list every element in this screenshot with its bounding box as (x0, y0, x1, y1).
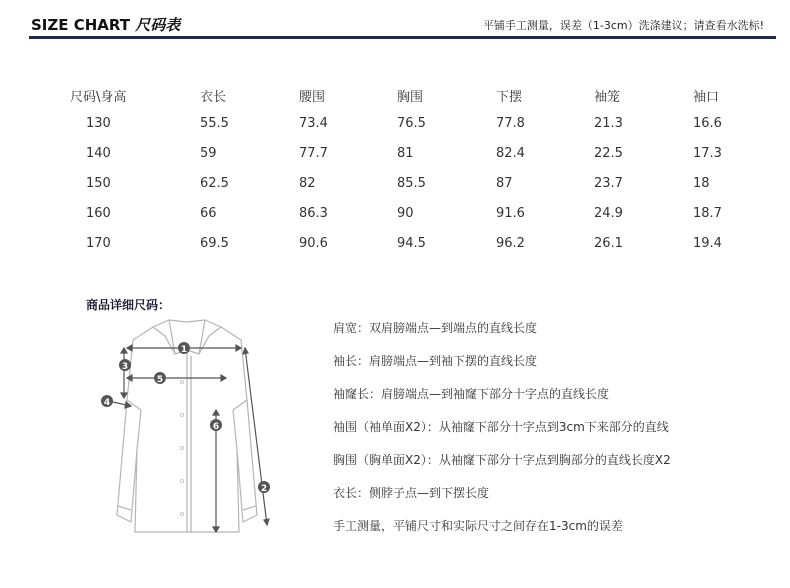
table-cell: 96.2 (496, 235, 525, 251)
table-row (70, 198, 753, 228)
table-cell: 85.5 (397, 175, 426, 191)
measurement-notes (333, 318, 671, 549)
table-cell: 130 (86, 115, 111, 131)
col-header-chest: 胸围 (397, 90, 424, 105)
table-cell: 86.3 (299, 205, 328, 221)
header-divider (29, 36, 776, 39)
col-header-cuff: 袖口 (693, 90, 720, 105)
table-cell: 69.5 (200, 235, 229, 251)
svg-text:1: 1 (180, 345, 188, 355)
shirt-diagram (95, 310, 285, 542)
note-tolerance: 手工测量，平铺尺寸和实际尺寸之间存在1-3cm的误差 (333, 519, 623, 533)
table-cell: 17.3 (693, 145, 722, 161)
svg-text:4: 4 (103, 398, 111, 408)
table-cell: 81 (397, 145, 414, 161)
detail-title: 商品详细尺码： (86, 298, 171, 312)
marker-1-icon (178, 342, 190, 355)
note-sleeve-length: 袖长：肩膀端点—到袖下摆的直线长度 (333, 354, 538, 368)
table-cell: 77.8 (496, 115, 525, 131)
title-cn: 尺码表 (135, 16, 181, 34)
note-body-length: 衣长：侧脖子点—到下摆长度 (333, 486, 490, 500)
col-header-waist: 腰围 (299, 90, 326, 105)
table-cell: 16.6 (693, 115, 722, 131)
table-cell: 23.7 (594, 175, 623, 191)
table-row (70, 168, 753, 198)
table-cell: 140 (86, 145, 111, 161)
svg-text:2: 2 (260, 484, 268, 494)
size-table (70, 84, 753, 258)
table-row (70, 228, 753, 258)
table-cell: 91.6 (496, 205, 525, 221)
marker-2-icon (258, 481, 270, 494)
table-cell: 150 (86, 175, 111, 191)
table-row (70, 108, 753, 138)
col-header-length: 衣长 (200, 90, 227, 105)
marker-4-icon (101, 395, 113, 408)
table-cell: 170 (86, 235, 111, 251)
col-header-size: 尺码\身高 (70, 90, 127, 105)
table-cell: 77.7 (299, 145, 328, 161)
marker-6-icon (210, 419, 222, 432)
table-cell: 87 (496, 175, 513, 191)
marker-3-icon (119, 359, 131, 372)
table-cell: 90 (397, 205, 414, 221)
table-cell: 59 (200, 145, 217, 161)
note-chest: 胸围（胸单面X2）：从袖窿下部分十字点到胸部分的直线长度X2 (333, 453, 671, 467)
table-cell: 55.5 (200, 115, 229, 131)
header (0, 0, 790, 40)
table-cell: 26.1 (594, 235, 623, 251)
table-cell: 24.9 (594, 205, 623, 221)
note-sleeve-width: 袖围（袖单面X2）：从袖窿下部分十字点到3cm下来部分的直线 (333, 420, 669, 434)
table-cell: 90.6 (299, 235, 328, 251)
col-header-armhole: 袖笼 (594, 90, 621, 105)
table-cell: 73.4 (299, 115, 328, 131)
table-cell: 66 (200, 205, 217, 221)
col-header-hem: 下摆 (496, 90, 523, 105)
note-shoulder: 肩宽：双肩膀端点—到端点的直线长度 (333, 321, 538, 335)
table-cell: 19.4 (693, 235, 722, 251)
page-title (31, 14, 180, 35)
svg-text:6: 6 (212, 422, 220, 432)
table-cell: 94.5 (397, 235, 426, 251)
table-cell: 76.5 (397, 115, 426, 131)
table-header-row (70, 84, 753, 108)
table-cell: 21.3 (594, 115, 623, 131)
table-cell: 62.5 (200, 175, 229, 191)
marker-5-icon (154, 372, 166, 385)
table-cell: 18 (693, 175, 710, 191)
table-cell: 160 (86, 205, 111, 221)
svg-text:3: 3 (121, 362, 129, 372)
table-cell: 22.5 (594, 145, 623, 161)
table-cell: 82 (299, 175, 316, 191)
table-cell: 82.4 (496, 145, 525, 161)
svg-text:5: 5 (156, 375, 164, 385)
note-armhole-length: 袖窿长：肩膀端点—到袖窿下部分十字点的直线长度 (333, 387, 610, 401)
table-row (70, 138, 753, 168)
title-en: SIZE CHART (31, 16, 131, 34)
table-cell: 18.7 (693, 205, 722, 221)
measurement-note: 平铺手工测量，误差（1-3cm）洗涤建议；请查看水洗标! (482, 19, 764, 32)
